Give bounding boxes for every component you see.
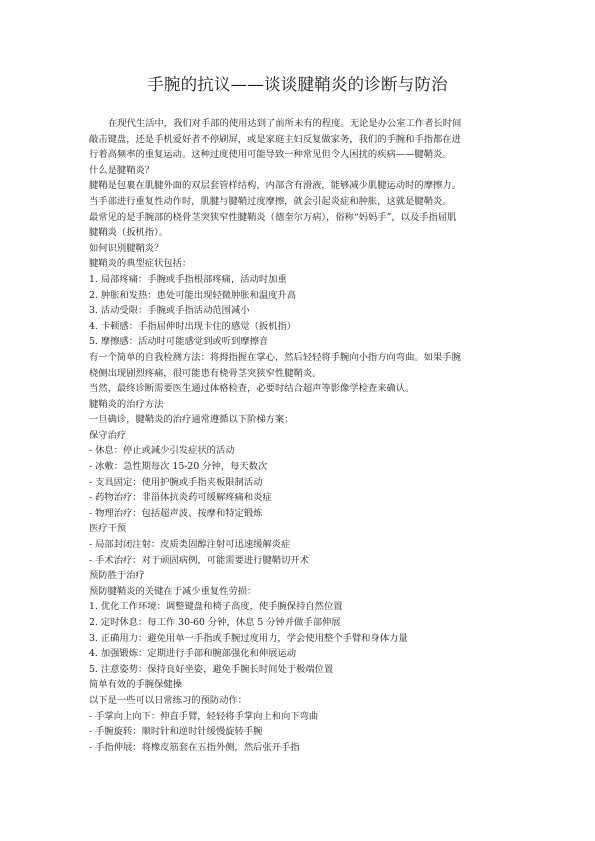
- text-line: 腱鞘是包裹在肌腱外面的双层套管样结构，内部含有滑液，能够减少肌腱运动时的摩擦力。: [89, 180, 461, 192]
- page-title: 手腕的抗议——谈谈腱鞘炎的诊断与防治: [147, 75, 448, 94]
- text-line: 腱鞘炎（扳机指）。: [89, 227, 169, 239]
- text-line: 预防腱鞘炎的关键在于减少重复性劳损：: [89, 585, 257, 597]
- text-line: - 手术治疗：对于顽固病例，可能需要进行腱鞘切开术: [89, 554, 309, 566]
- text-line: 3. 活动受限：手腕或手指活动范围减小: [89, 305, 250, 317]
- text-line: 1. 局部疼痛：手腕或手指根部疼痛，活动时加重: [89, 273, 287, 285]
- text-line: 5. 注意姿势：保持良好坐姿，避免手腕长时间处于极端位置: [89, 663, 334, 675]
- text-line: 一旦确诊，腱鞘炎的治疗通常遵循以下阶梯方案：: [89, 414, 294, 426]
- text-line: 在现代生活中，我们对手部的使用达到了前所未有的程度。无论是办公室工作者长时间: [108, 118, 462, 129]
- text-line: - 物理治疗：包括超声波、按摩和特定锻炼: [89, 507, 263, 519]
- text-line: 敲击键盘，还是手机爱好者不停刷屏，或是家庭主妇反复做家务，我们的手腕和手指都在进: [89, 133, 461, 145]
- text-line: 什么是腱鞘炎？: [89, 164, 155, 176]
- text-line: 2. 肿胀和发热：患处可能出现轻微肿胀和温度升高: [89, 289, 297, 301]
- text-line: 4. 加强锻炼：定期进行手部和腕部强化和伸展运动: [89, 648, 297, 660]
- text-line: 医疗干预: [89, 523, 127, 535]
- text-line: 以下是一些可以日常练习的预防动作：: [89, 694, 248, 706]
- text-line: 5. 摩擦感：活动时可能感觉到或听到摩擦音: [89, 336, 269, 348]
- text-line: 桡侧出现剧烈疼痛，很可能患有桡骨茎突狭窄性腱鞘炎。: [89, 367, 322, 379]
- text-line: 1. 优化工作环境：调整键盘和椅子高度，使手腕保持自然位置: [89, 601, 343, 613]
- text-line: 2. 定时休息：每工作 30-60 分钟，休息 5 分钟并做手部伸展: [89, 617, 341, 628]
- text-line: - 药物治疗：非甾体抗炎药可缓解疼痛和炎症: [89, 492, 272, 504]
- text-line: - 手指伸展：将橡皮筋套在五指外侧，然后张开手指: [89, 741, 300, 753]
- text-line: 当手部进行重复性动作时，肌腱与腱鞘过度摩擦，就会引起炎症和肿胀，这就是腱鞘炎。: [89, 195, 452, 207]
- text-line: - 休息：停止或减少引发症状的活动: [89, 445, 235, 457]
- text-line: 如何识别腱鞘炎？: [89, 242, 164, 254]
- text-line: 保守治疗: [89, 429, 127, 441]
- text-line: 腱鞘炎的治疗方法: [89, 398, 164, 410]
- text-line: 当然，最终诊断需要医生通过体格检查，必要时结合超声等影像学检查来确认。: [89, 383, 415, 395]
- text-line: 最常见的是手腕部的桡骨茎突狭窄性腱鞘炎（德奎尔万病），俗称“妈妈手”，以及手指屈肌: [89, 211, 457, 223]
- text-line: 腱鞘炎的典型症状包括：: [89, 258, 192, 270]
- text-line: 4. 卡顿感：手指屈伸时出现卡住的感觉（扳机指）: [89, 320, 297, 332]
- text-line: 3. 正确用力：避免用单一手指或手腕过度用力，学会使用整个手臂和身体力量: [89, 632, 408, 644]
- text-line: 有一个简单的自我检测方法：将拇指握在掌心，然后轻轻将手腕向小指方向弯曲。如果手腕: [89, 351, 461, 363]
- text-line: - 手掌向上向下：伸直手臂，轻轻将手掌向上和向下弯曲: [89, 710, 319, 722]
- text-line: - 冰敷：急性期每次 15-20 分钟，每天数次: [89, 461, 268, 473]
- text-line: - 局部封闭注射：皮质类固醇注射可迅速缓解炎症: [89, 539, 291, 551]
- text-line: - 支具固定：使用护腕或手指夹板限制活动: [89, 476, 263, 488]
- document-body: [89, 116, 507, 755]
- text-line: 行着高频率的重复运动。这种过度使用可能导致一种常见但令人困扰的疾病——腱鞘炎。: [89, 149, 452, 161]
- text-line: 预防胜于治疗: [89, 570, 145, 582]
- text-line: - 手腕旋转：顺时针和逆时针缓慢旋转手腕: [89, 726, 263, 738]
- text-line: 简单有效的手腕保健操: [89, 679, 182, 691]
